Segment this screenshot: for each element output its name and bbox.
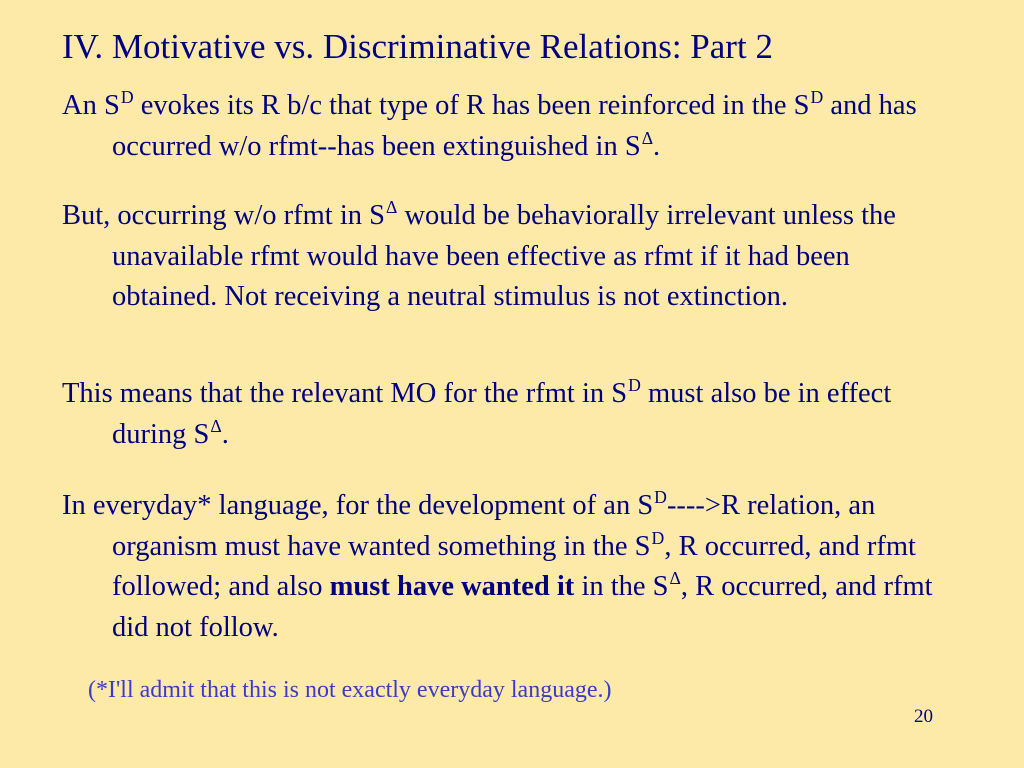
superscript: Δ	[210, 415, 222, 436]
paragraph-sd-evokes	[62, 86, 962, 167]
text-run: and has occurred w/o rfmt--has been extinguished in S	[112, 90, 917, 162]
text-run: , R occurred, and rfmt followed; and also	[112, 530, 916, 602]
paragraph-relevant-mo	[62, 374, 962, 455]
page-number: 20	[914, 706, 933, 727]
paragraph-occurring-without-rfmt	[62, 196, 962, 318]
text-run: But, occurring w/o rfmt in S	[62, 200, 385, 231]
text-run: , R occurred, and rfmt did not follow.	[112, 571, 933, 643]
slide-title: IV. Motivative vs. Discriminative Relations: Part 2	[62, 27, 773, 66]
text-run: An S	[62, 90, 120, 121]
paragraph-everyday-language	[62, 486, 962, 648]
bold-emphasis: must have wanted it	[329, 571, 575, 602]
superscript: Δ	[385, 197, 398, 218]
text-run: evokes its R b/c that type of R has been reinforced in the S	[133, 90, 810, 121]
superscript: D	[810, 87, 824, 108]
text-run: in the S	[574, 571, 669, 602]
superscript: D	[651, 527, 665, 548]
superscript: Δ	[641, 127, 654, 148]
superscript: D	[654, 487, 667, 508]
superscript: D	[628, 375, 641, 396]
superscript: D	[120, 87, 134, 108]
text-run: This means that the relevant MO for the rfmt in S	[62, 378, 628, 409]
superscript: Δ	[669, 568, 681, 589]
text-run: ---->R relation, an organism must have wanted something in the S	[112, 490, 876, 562]
text-run: would be behaviorally irrelevant unless the unavailable rfmt would have been effective as rfmt if it had been obtained. Not receiving a neutral stimulus is not extinction.	[112, 200, 896, 312]
text-run: .	[221, 418, 229, 450]
text-run: .	[653, 130, 661, 162]
text-run: In everyday* language, for the development of an S	[62, 490, 654, 521]
text-run: must also be in effect during S	[112, 378, 892, 450]
footnote: (*I'll admit that this is not exactly everyday language.)	[88, 677, 612, 703]
